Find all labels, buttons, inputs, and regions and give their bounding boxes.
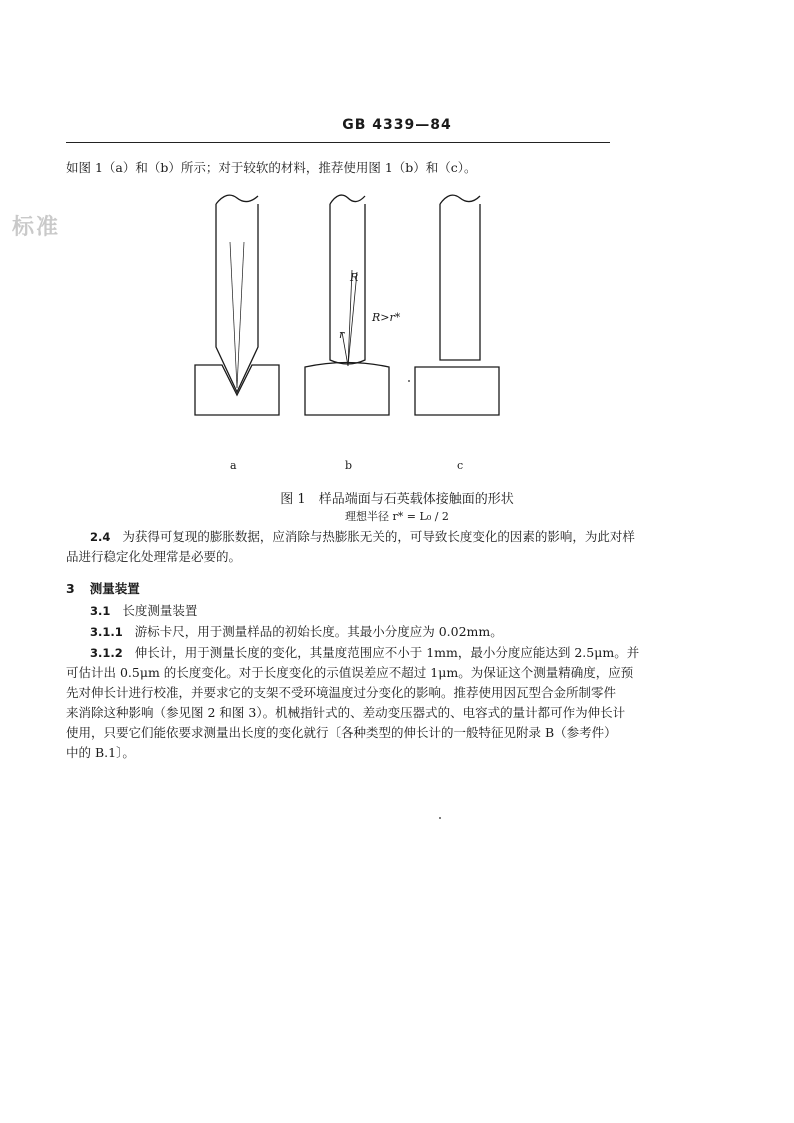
figure-label-b: b: [345, 459, 353, 472]
section-3-1-1: [90, 622, 503, 642]
speck: [439, 817, 441, 819]
figure-label-c: c: [457, 459, 464, 472]
section-number: 3.1: [90, 604, 111, 618]
section-3-1-2-line-3: 先对伸长计进行校准，并要求它的支架不受环境温度过分变化的影响。推荐使用因瓦型合金所制零件: [66, 685, 617, 700]
figure-1-drawing: [185, 182, 505, 482]
section-text: 为获得可复现的膨胀数据，应消除与热膨胀无关的，可导致长度变化的因素的影响，为此对样: [122, 529, 635, 544]
rod-c-break: [440, 195, 480, 204]
section-title: 长度测量装置: [122, 603, 198, 618]
rod-a-pointed: [216, 204, 258, 392]
watermark-text: 标准: [12, 215, 61, 240]
section-number: 3.1.1: [90, 625, 123, 639]
section-3-1-2-line-6: 中的 B.1〕。: [66, 745, 135, 760]
label-R: R: [350, 271, 359, 284]
rod-b-break: [330, 195, 365, 204]
section-number: 3.1.2: [90, 646, 123, 660]
section-3-1-2-line-4: 来消除这种影响（参见图 2 和图 3）。机械指针式的、差动变压器式的、电容式的量计都可作为伸长计: [66, 705, 626, 720]
section-number: 3: [66, 581, 75, 596]
block-a-v-notch: [195, 365, 279, 415]
speck: [408, 380, 410, 382]
block-b-concave: [305, 363, 389, 416]
block-c-flat: [415, 367, 499, 415]
header-rule: [66, 142, 610, 143]
figure-caption: 图 1 样品端面与石英载体接触面的形状: [280, 492, 514, 507]
label-r: r: [339, 328, 345, 341]
rod-b-rounded: [330, 204, 365, 364]
figure-subcaption: 理想半径 r* = L₀ / 2: [345, 510, 449, 523]
section-3-1-2-line-2: 可估计出 0.5μm 的长度变化。对于长度变化的示值误差应不超过 1μm。为保证这个测量精确度，应预: [66, 665, 634, 680]
figure-1: [185, 182, 505, 482]
section-3-1-2-line-5: 使用，只要它们能依要求测量出长度的变化就行〔各种类型的伸长计的一般特征见附录 B（参考件）: [66, 725, 617, 740]
rod-c-flat: [440, 204, 480, 360]
page-header: GB 4339—84: [342, 117, 452, 133]
intro-paragraph: 如图 1（a）和（b）所示；对于较软的材料，推荐使用图 1（b）和（c）。: [66, 160, 477, 175]
section-text: 游标卡尺，用于测量样品的初始长度。其最小分度应为 0.02mm。: [134, 624, 503, 639]
section-title: 测量装置: [89, 581, 140, 596]
section-3-1-heading: [90, 601, 197, 621]
section-2-4-line-1: [90, 527, 635, 547]
section-3-1-2-line-1: [90, 643, 639, 663]
label-R-relation: R>r*: [372, 311, 401, 324]
section-number: 2.4: [90, 530, 111, 544]
figure-label-a: a: [230, 459, 237, 472]
section-text: 伸长计，用于测量长度的变化，其量度范围应不小于 1mm，最小分度应能达到 2.5μm。并: [134, 645, 640, 660]
section-3-heading: [66, 578, 140, 597]
radius-R-line: [348, 270, 352, 366]
rod-a-break: [216, 195, 258, 204]
section-2-4-line-2: 品进行稳定化处理常是必要的。: [66, 549, 242, 564]
